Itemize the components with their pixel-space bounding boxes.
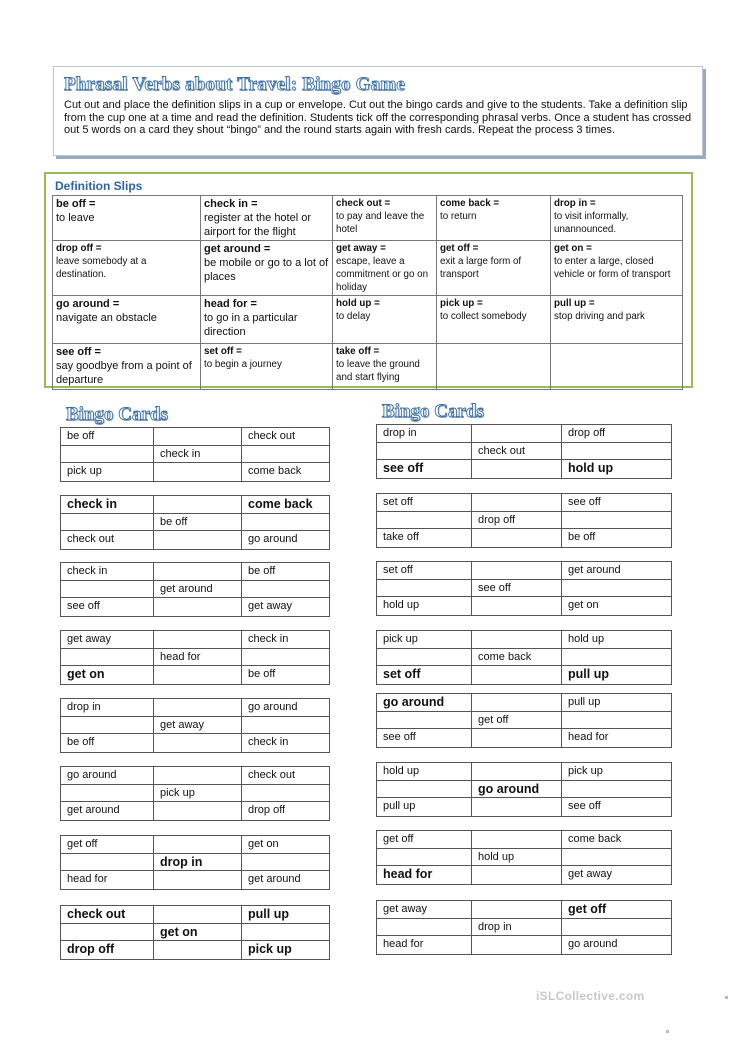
bingo-cell: check in bbox=[61, 496, 154, 514]
slip-term: drop in = bbox=[554, 198, 596, 209]
bingo-cell: pull up bbox=[377, 798, 472, 816]
bingo-cell: drop off bbox=[472, 512, 562, 530]
bingo-cell: get on bbox=[568, 599, 599, 612]
bingo-cell: check out bbox=[61, 531, 154, 549]
bingo-cell: see off bbox=[472, 580, 562, 598]
bingo-cell bbox=[154, 802, 242, 820]
bingo-cell bbox=[154, 631, 242, 649]
bingo-cell bbox=[472, 694, 562, 712]
bingo-cell: check in bbox=[154, 446, 242, 464]
bingo-cell: get away bbox=[248, 600, 293, 613]
bingo-cell bbox=[61, 446, 154, 464]
bingo-cell: get around bbox=[154, 581, 242, 599]
definition-slips-table bbox=[52, 195, 683, 390]
slip-term: take off = bbox=[336, 346, 380, 357]
bingo-cell bbox=[472, 597, 562, 615]
bingo-cell: see off bbox=[562, 494, 672, 512]
slip-term: check out = bbox=[336, 198, 391, 209]
bingo-cell bbox=[154, 734, 242, 752]
bingo-cell: drop in bbox=[154, 854, 242, 872]
slip-term: come back = bbox=[440, 198, 500, 209]
bingo-card bbox=[60, 766, 330, 821]
bingo-cell: get away bbox=[61, 631, 154, 649]
bingo-cell: drop in bbox=[377, 425, 472, 443]
bingo-cell: come back bbox=[242, 496, 330, 514]
definition-slip bbox=[437, 196, 551, 241]
bingo-cell: go around bbox=[242, 699, 330, 717]
slip-definition: to leave the ground and start flying bbox=[336, 359, 420, 383]
bingo-cell bbox=[377, 512, 472, 530]
definition-slip bbox=[53, 196, 201, 241]
bingo-cell: be off bbox=[248, 668, 276, 681]
bingo-cell: come back bbox=[562, 831, 672, 849]
bingo-card bbox=[60, 495, 330, 550]
bingo-cell: check out bbox=[242, 428, 330, 446]
slip-term: go around = bbox=[56, 298, 120, 310]
bingo-card bbox=[60, 427, 330, 482]
bingo-cell: drop in bbox=[61, 699, 154, 717]
bingo-cell: pick up bbox=[154, 785, 242, 803]
bingo-cell: pull up bbox=[562, 694, 672, 712]
definition-slip bbox=[437, 344, 551, 390]
islcollective-logo: iSLCollective.com bbox=[536, 989, 645, 1003]
bingo-cell bbox=[154, 836, 242, 854]
definition-slip bbox=[437, 296, 551, 344]
slip-term: pull up = bbox=[554, 298, 595, 309]
bingo-cell bbox=[562, 849, 672, 867]
bingo-cell bbox=[61, 854, 154, 872]
bingo-cell bbox=[61, 924, 154, 942]
bingo-cell: hold up bbox=[562, 631, 672, 649]
slip-definition: navigate an obstacle bbox=[56, 312, 157, 324]
bingo-cell bbox=[472, 763, 562, 781]
bingo-cell: be off bbox=[154, 514, 242, 532]
slip-definition: to visit informally, unannounced. bbox=[554, 211, 629, 235]
bingo-cell bbox=[61, 717, 154, 735]
bingo-cell bbox=[562, 512, 672, 530]
bingo-cell: pick up bbox=[61, 463, 154, 481]
bingo-cell: head for bbox=[61, 871, 154, 889]
definition-slip bbox=[201, 241, 333, 296]
instructions-box bbox=[53, 66, 703, 156]
slip-term: head for = bbox=[204, 298, 257, 310]
bingo-cell: get on bbox=[154, 924, 242, 942]
slip-definition: leave somebody at a destination. bbox=[56, 256, 147, 280]
bingo-cell: head for bbox=[377, 866, 472, 884]
bingo-cell bbox=[377, 919, 472, 937]
bingo-cell bbox=[377, 443, 472, 461]
bingo-cell: see off bbox=[377, 460, 472, 478]
bingo-cell bbox=[377, 580, 472, 598]
bingo-cell bbox=[154, 666, 242, 684]
bingo-cell bbox=[242, 649, 330, 667]
bingo-cell: pull up bbox=[242, 906, 330, 924]
slip-definition: be mobile or go to a lot of places bbox=[204, 257, 329, 283]
bingo-cell bbox=[472, 631, 562, 649]
definition-slip bbox=[53, 296, 201, 344]
bingo-cell bbox=[61, 649, 154, 667]
bingo-cell: drop off bbox=[248, 804, 286, 817]
slip-definition: to begin a journey bbox=[204, 359, 282, 370]
slip-definition: to leave bbox=[56, 212, 95, 224]
bingo-cards-heading-left: Bingo Cards bbox=[66, 404, 168, 425]
slip-term: hold up = bbox=[336, 298, 380, 309]
bingo-cell: hold up bbox=[377, 763, 472, 781]
bingo-card bbox=[376, 630, 672, 685]
bingo-cell: get away bbox=[154, 717, 242, 735]
definition-slip bbox=[201, 344, 333, 390]
bingo-cell bbox=[242, 785, 330, 803]
bingo-card bbox=[376, 693, 672, 748]
bingo-cell bbox=[472, 494, 562, 512]
bingo-cell: head for bbox=[377, 936, 472, 954]
definition-slip bbox=[333, 344, 437, 390]
bingo-cell: get off bbox=[562, 901, 672, 919]
page-title: Phrasal Verbs about Travel: Bingo Game bbox=[64, 74, 405, 95]
bingo-cell: get on bbox=[242, 836, 330, 854]
bingo-cell bbox=[154, 699, 242, 717]
bingo-cell bbox=[562, 712, 672, 730]
bingo-cell: pick up bbox=[248, 942, 292, 957]
decorative-dot bbox=[725, 996, 728, 999]
bingo-cell: get off bbox=[377, 831, 472, 849]
bingo-cell: get around bbox=[562, 562, 672, 580]
bingo-cell: pick up bbox=[377, 631, 472, 649]
bingo-cell: see off bbox=[568, 800, 601, 813]
decorative-dot bbox=[666, 1030, 669, 1033]
slip-definition: to go in a particular direction bbox=[204, 312, 298, 338]
bingo-card bbox=[376, 561, 672, 616]
slip-term: get off = bbox=[440, 243, 479, 254]
slip-definition: to collect somebody bbox=[440, 311, 527, 322]
bingo-cell: get around bbox=[61, 802, 154, 820]
bingo-card bbox=[376, 493, 672, 548]
bingo-cell: head for bbox=[568, 731, 609, 744]
slip-definition: to pay and leave the hotel bbox=[336, 211, 425, 235]
bingo-card bbox=[60, 630, 330, 685]
bingo-cell bbox=[472, 529, 562, 547]
bingo-cell bbox=[472, 666, 562, 684]
bingo-cell bbox=[562, 443, 672, 461]
bingo-cell bbox=[61, 581, 154, 599]
bingo-cell bbox=[377, 712, 472, 730]
definition-slip bbox=[437, 241, 551, 296]
bingo-cell: get on bbox=[61, 666, 154, 684]
bingo-cell bbox=[472, 901, 562, 919]
bingo-cell: get away bbox=[377, 901, 472, 919]
bingo-cell bbox=[472, 831, 562, 849]
bingo-cell bbox=[154, 463, 242, 481]
bingo-cell bbox=[472, 425, 562, 443]
definition-slip bbox=[551, 241, 683, 296]
bingo-cell bbox=[562, 580, 672, 598]
bingo-cell: hold up bbox=[568, 461, 614, 476]
bingo-cell: check in bbox=[248, 736, 289, 749]
bingo-cell: see off bbox=[377, 729, 472, 747]
bingo-cell: set off bbox=[377, 494, 472, 512]
bingo-cell: get off bbox=[61, 836, 154, 854]
bingo-cell: pick up bbox=[562, 763, 672, 781]
bingo-cell bbox=[154, 496, 242, 514]
bingo-cell bbox=[562, 649, 672, 667]
slip-term: see off = bbox=[56, 346, 101, 358]
bingo-card bbox=[376, 762, 672, 817]
bingo-cell bbox=[61, 514, 154, 532]
bingo-cell bbox=[377, 781, 472, 799]
bingo-cell: go around bbox=[568, 938, 618, 951]
bingo-cell: check out bbox=[472, 443, 562, 461]
bingo-cell: take off bbox=[377, 529, 472, 547]
bingo-cell: set off bbox=[377, 562, 472, 580]
bingo-cell bbox=[242, 446, 330, 464]
bingo-cell bbox=[154, 598, 242, 616]
bingo-cell bbox=[154, 531, 242, 549]
definition-slip bbox=[551, 344, 683, 390]
slip-definition: say goodbye from a point of departure bbox=[56, 360, 192, 386]
bingo-cell bbox=[472, 460, 562, 478]
definition-slips-title: Definition Slips bbox=[55, 179, 143, 193]
bingo-cell bbox=[242, 514, 330, 532]
bingo-cell: check out bbox=[61, 906, 154, 924]
bingo-cell: go around bbox=[472, 781, 562, 799]
bingo-cell bbox=[154, 941, 242, 959]
bingo-cell: get away bbox=[568, 868, 613, 881]
bingo-cell: be off bbox=[61, 428, 154, 446]
bingo-cell bbox=[562, 919, 672, 937]
bingo-cell bbox=[472, 866, 562, 884]
bingo-cell: drop off bbox=[61, 941, 154, 959]
bingo-card bbox=[376, 900, 672, 955]
bingo-cell bbox=[472, 729, 562, 747]
slip-definition: stop driving and park bbox=[554, 311, 645, 322]
definition-slip bbox=[53, 344, 201, 390]
definition-slip bbox=[201, 296, 333, 344]
bingo-cards-heading-right: Bingo Cards bbox=[382, 401, 484, 422]
bingo-cell: go around bbox=[248, 533, 298, 546]
bingo-cell: get off bbox=[472, 712, 562, 730]
bingo-card bbox=[376, 830, 672, 885]
bingo-cell: pull up bbox=[568, 667, 609, 682]
bingo-cell: be off bbox=[568, 531, 596, 544]
instructions-text: Cut out and place the definition slips in a cup or envelope. Cut out the bingo cards and give to the students. Take a definition slip from the cup one at a time and read the definition. Students tick off the corresponding phrasal verbs. Once a student has crossed out 5 words on a card they shout “bingo” and the round starts again with fresh cards. Repeat the process 3 times. bbox=[64, 99, 692, 136]
slip-term: drop off = bbox=[56, 243, 102, 254]
slip-definition: to enter a large, closed vehicle or form of transport bbox=[554, 256, 671, 280]
bingo-cell bbox=[154, 871, 242, 889]
bingo-card bbox=[60, 698, 330, 753]
bingo-cell: drop off bbox=[562, 425, 672, 443]
definition-slip bbox=[333, 296, 437, 344]
bingo-cell: hold up bbox=[472, 849, 562, 867]
slip-definition: to delay bbox=[336, 311, 371, 322]
bingo-card bbox=[376, 424, 672, 479]
bingo-cell: check out bbox=[242, 767, 330, 785]
definition-slip bbox=[333, 241, 437, 296]
slip-term: check in = bbox=[204, 198, 258, 210]
bingo-cell bbox=[154, 906, 242, 924]
slip-definition: escape, leave a commitment or go on holiday bbox=[336, 256, 429, 293]
bingo-cell bbox=[242, 581, 330, 599]
slip-definition: register at the hotel or airport for the flight bbox=[204, 212, 312, 238]
slip-definition: exit a large form of transport bbox=[440, 256, 522, 280]
slip-term: get around = bbox=[204, 243, 271, 255]
slip-term: set off = bbox=[204, 346, 242, 357]
bingo-cell bbox=[242, 854, 330, 872]
definition-slips-box bbox=[44, 172, 693, 388]
definition-slip bbox=[333, 196, 437, 241]
definition-slip bbox=[53, 241, 201, 296]
bingo-cell: head for bbox=[154, 649, 242, 667]
bingo-cell: see off bbox=[61, 598, 154, 616]
bingo-cell bbox=[154, 563, 242, 581]
bingo-card bbox=[60, 905, 330, 960]
bingo-cell bbox=[377, 849, 472, 867]
bingo-card bbox=[60, 835, 330, 890]
bingo-cell bbox=[472, 798, 562, 816]
bingo-cell bbox=[562, 781, 672, 799]
slip-term: get on = bbox=[554, 243, 592, 254]
bingo-cell: go around bbox=[61, 767, 154, 785]
bingo-cell bbox=[472, 562, 562, 580]
bingo-cell: come back bbox=[248, 465, 302, 478]
bingo-cell bbox=[242, 717, 330, 735]
bingo-cell: be off bbox=[61, 734, 154, 752]
bingo-cell bbox=[377, 649, 472, 667]
slip-term: be off = bbox=[56, 198, 96, 210]
definition-slip bbox=[201, 196, 333, 241]
bingo-cell: be off bbox=[242, 563, 330, 581]
bingo-cell: get around bbox=[248, 873, 301, 886]
slip-term: get away = bbox=[336, 243, 386, 254]
bingo-cell bbox=[154, 767, 242, 785]
bingo-cell: go around bbox=[377, 694, 472, 712]
slip-definition: to return bbox=[440, 211, 477, 222]
definition-slip bbox=[551, 296, 683, 344]
bingo-cell: check in bbox=[61, 563, 154, 581]
bingo-cell: hold up bbox=[377, 597, 472, 615]
bingo-cell: set off bbox=[377, 666, 472, 684]
bingo-cell: drop in bbox=[472, 919, 562, 937]
bingo-cell bbox=[242, 924, 330, 942]
bingo-cell: check in bbox=[242, 631, 330, 649]
bingo-cell bbox=[472, 936, 562, 954]
bingo-cell bbox=[61, 785, 154, 803]
bingo-cell bbox=[154, 428, 242, 446]
slip-term: pick up = bbox=[440, 298, 483, 309]
bingo-cell: come back bbox=[472, 649, 562, 667]
bingo-card bbox=[60, 562, 330, 617]
definition-slip bbox=[551, 196, 683, 241]
